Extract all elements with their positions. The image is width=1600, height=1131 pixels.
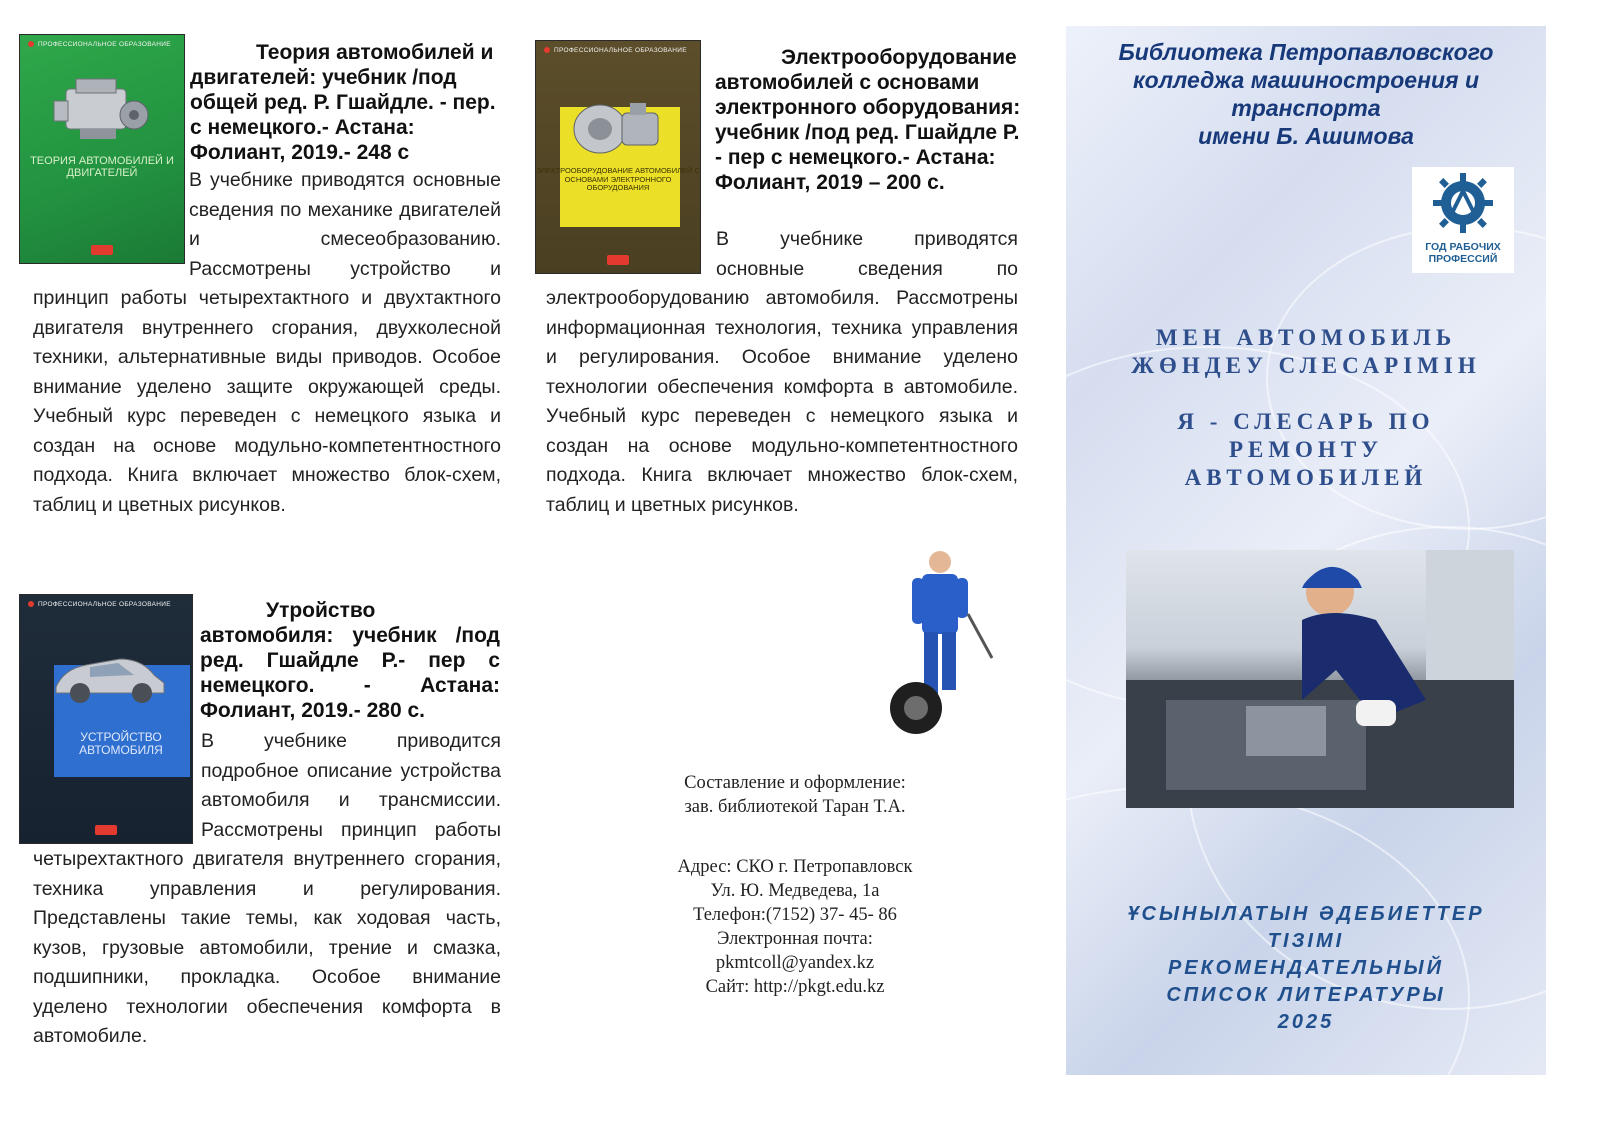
- street: Ул. Ю. Медведева, 1а: [710, 881, 880, 901]
- cover-series: ПРОФЕССИОНАЛЬНОЕ ОБРАЗОВАНИЕ: [554, 47, 687, 54]
- cover-series: ПРОФЕССИОНАЛЬНОЕ ОБРАЗОВАНИЕ: [38, 601, 171, 608]
- contact-info: [640, 855, 950, 999]
- gear-icon: [1431, 171, 1495, 235]
- cover-spacer: [546, 225, 716, 269]
- brochure-cover-panel: [1066, 26, 1546, 1075]
- library-name: Библиотека Петропавловского колледжа машиностроения и транспорта имени Б. Ашимова: [1118, 39, 1494, 149]
- cover-spacer: [33, 166, 189, 262]
- book-title: Электрооборудование автомобилей с основами электронного оборудования: учебник /под ред. Гшайдле Р. - пер с немецкого.- Астана: Фолиант, 2019 – 200 с.: [715, 46, 1021, 194]
- description-text: В учебнике приводятся основные сведения по электрооборудованию автомобиля. Рассмотрены информационная технология, техника управления и регулирования. Особое внимание уделено технологии обеспечения комфорта в автомобиле. Учебный курс переведен с немецкого языка и создан на основе модульно-компетентностного подхода. Книга включает множество блок-схем, таблиц и цветных рисунков.: [546, 228, 1018, 516]
- cover-title: УСТРОЙСТВО АВТОМОБИЛЯ: [79, 730, 163, 757]
- engine-illustration: [50, 71, 154, 147]
- email-label: Электронная почта:: [717, 929, 873, 949]
- cover-title: ТЕОРИЯ АВТОМОБИЛЕЙ И ДВИГАТЕЛЕЙ: [30, 155, 174, 179]
- car-illustration: [50, 647, 170, 707]
- site-link[interactable]: Сайт: http://pkgt.edu.kz: [705, 977, 885, 997]
- cover-spacer: [33, 727, 201, 845]
- description-text: В учебнике приводятся основные сведения по механике двигателей и смесеобразованию. Рассмотрены устройство и принцип работы четырехтактного и двухтактного двигателя внутреннего сгорания, двухколесной техники, альтернативные виды приводов. Особое внимание уделено защите окружающей среды. Учебный курс переведен с немецкого языка и создан на основе модульно-компетентностного подхода. Книга включает множество блок-схем, таблиц и цветных рисунков.: [33, 169, 501, 516]
- book-description: [546, 225, 1018, 520]
- address: Адрес: СКО г. Петропавловск: [677, 857, 913, 877]
- cover-series: ПРОФЕССИОНАЛЬНОЕ ОБРАЗОВАНИЕ: [38, 41, 171, 48]
- mechanic-figure-illustration: [888, 548, 998, 748]
- credits: Составление и оформление: зав. библиотекой Таран Т.А.: [684, 773, 906, 817]
- description-text: В учебнике приводится подробное описание устройства автомобиля и трансмиссии. Рассмотрены принцип работы четырехтактного двигателя внутреннего сгорания, техника управления и регулирования. Представлены такие темы, как ходовая часть, кузов, грузовые автомобили, трение и смазка, подшипники, прокладка. Особое внимание уделено технологии обеспечения комфорта в автомобиле.: [33, 730, 501, 1047]
- alternator-illustration: [566, 95, 670, 161]
- email-link[interactable]: pkmtcoll@yandex.kz: [715, 953, 875, 973]
- heading-russian: Я - СЛЕСАРЬ ПО РЕМОНТУ АВТОМОБИЛЕЙ: [1177, 409, 1435, 490]
- phone: Телефон:(7152) 37- 45- 86: [693, 905, 897, 925]
- mechanic-at-engine-illustration: [1126, 550, 1514, 808]
- recommended-list-title: ҰСЫНЫЛАТЫН ӘДЕБИЕТТЕР ТІЗІМІ РЕКОМЕНДАТЕЛЬНЫЙ СПИСОК ЛИТЕРАТУРЫ 2025: [1127, 903, 1485, 1033]
- cover-title: ЭЛЕКТРООБОРУДОВАНИЕ АВТОМОБИЛЕЙ С ОСНОВАМИ ЭЛЕКТРОННОГО ОБОРУДОВАНИЯ: [536, 166, 700, 192]
- book-title: Теория автомобилей и двигателей: учебник /под общей ред. Р. Гшайдле. - пер. с немецкого.- Астана: Фолиант, 2019.- 248 с: [190, 41, 496, 164]
- book-title: Утройство автомобиля: учебник /под ред. Гшайдле Р.- пер с немецкого. - Астана: Фолиант, 2019.- 280 с.: [200, 599, 500, 722]
- book-description: [33, 727, 501, 1052]
- year-of-working-professions-logo: ГОД РАБОЧИХ ПРОФЕССИЙ: [1412, 167, 1514, 273]
- heading-kazakh: МЕН АВТОМОБИЛЬ ЖӨНДЕУ СЛЕСАРІМІН: [1131, 325, 1481, 378]
- book-description: [33, 166, 501, 520]
- mechanic-photo: [1126, 550, 1514, 808]
